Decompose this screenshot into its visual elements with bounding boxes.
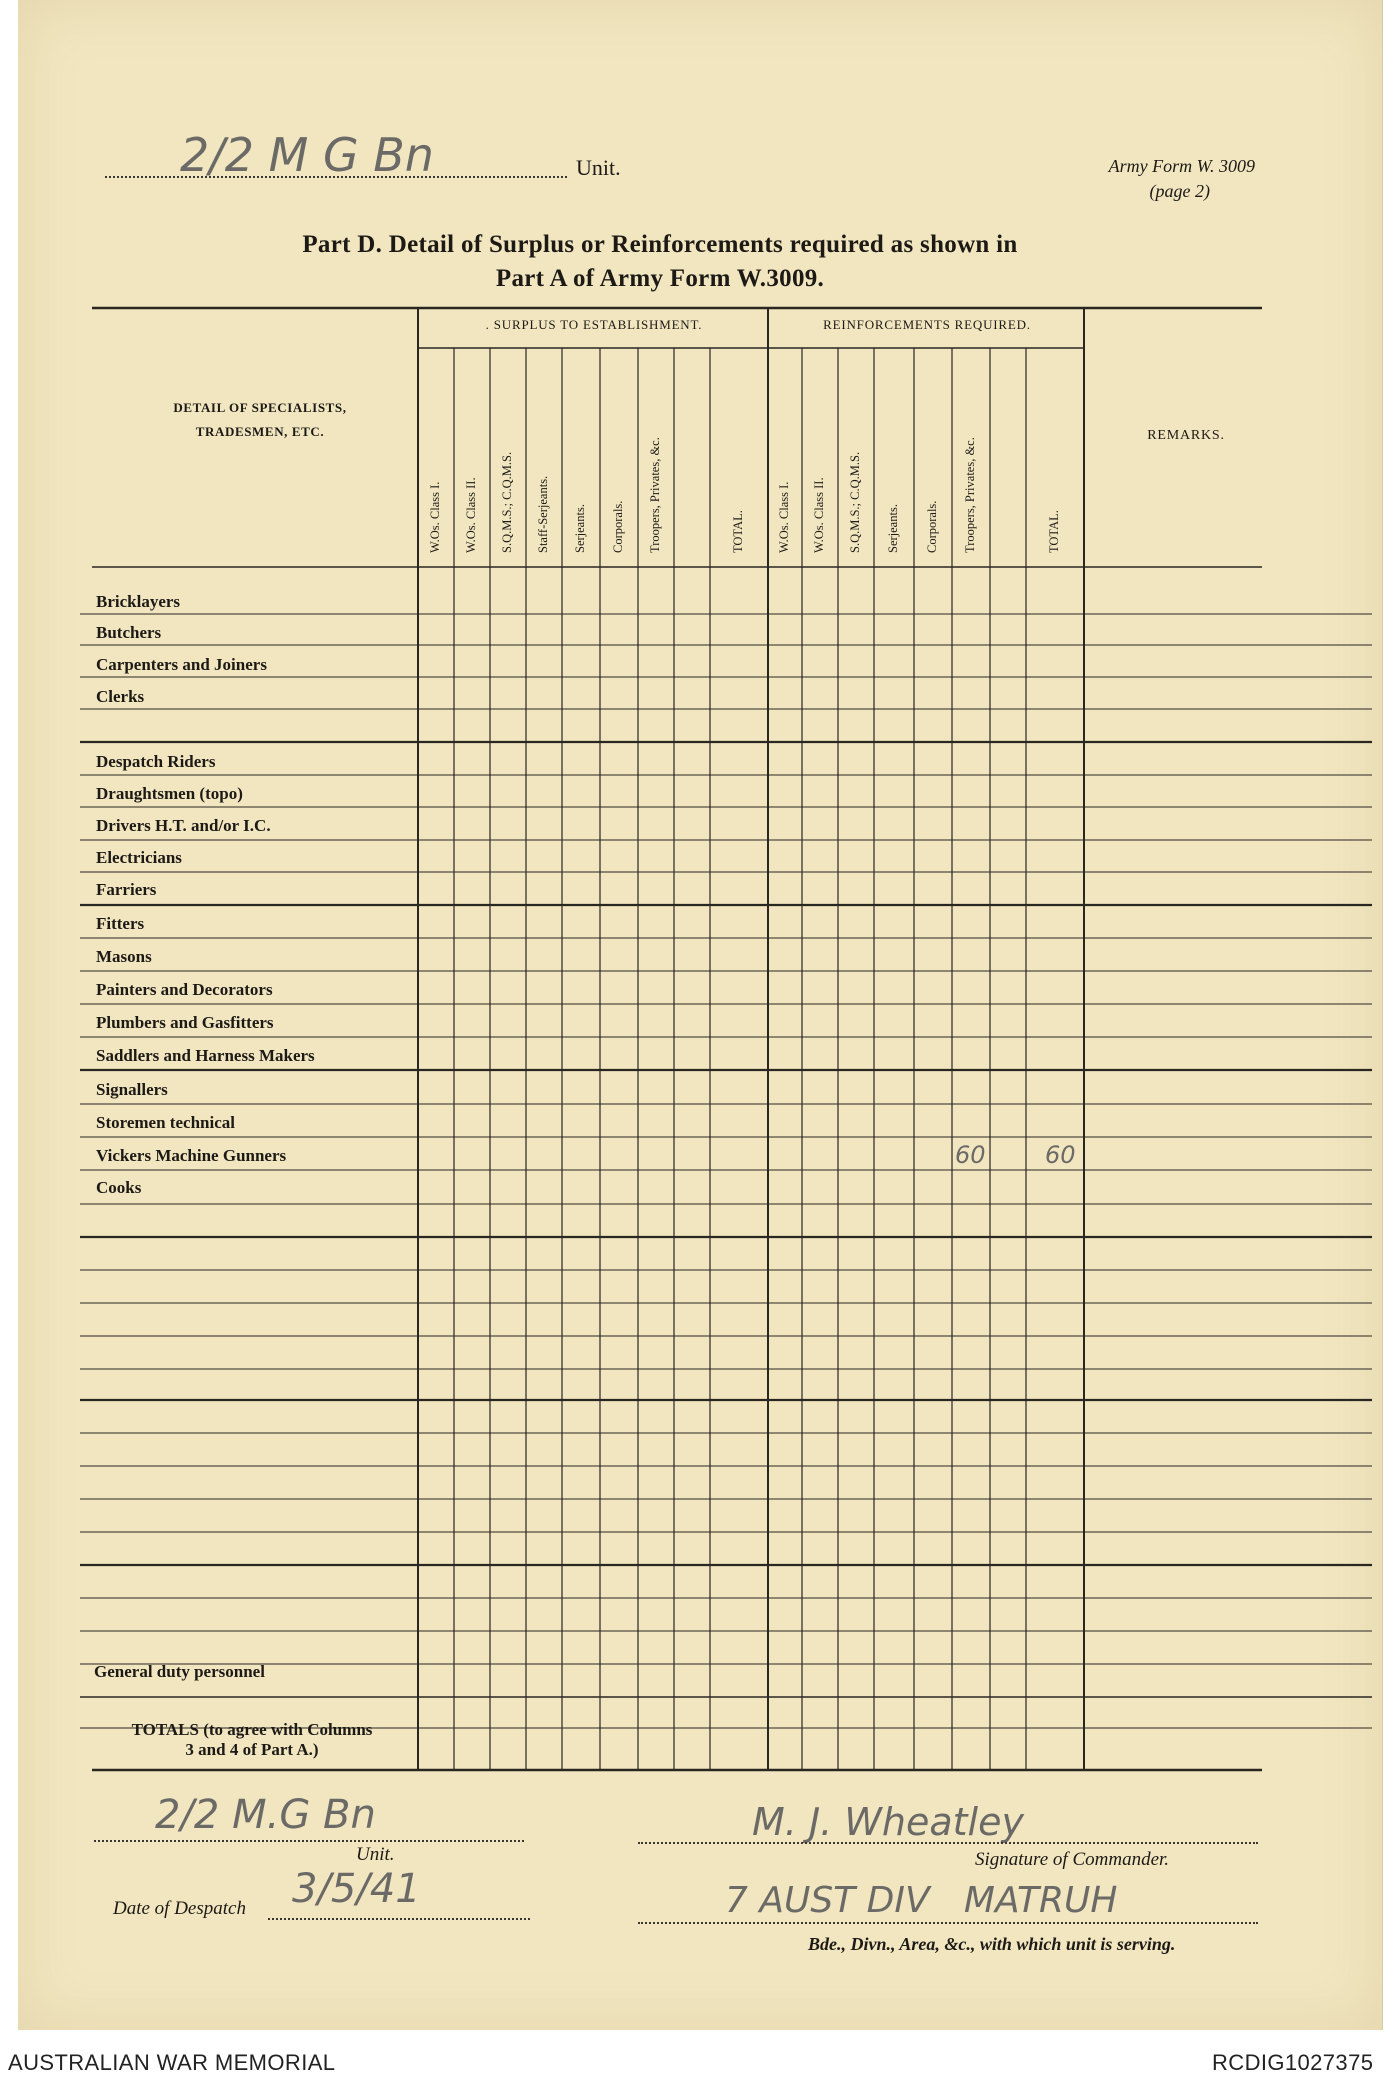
row-label: Painters and Decorators <box>96 980 273 999</box>
date-handwritten: 3/5/41 <box>292 1866 421 1912</box>
surplus-col-label: S.Q.M.S.; C.Q.M.S. <box>500 451 514 553</box>
detail-header-line2: TRADESMEN, ETC. <box>195 424 325 439</box>
footer-unit-label: Unit. <box>356 1844 395 1865</box>
reinforcement-col-label: W.Os. Class I. <box>777 481 791 553</box>
footer-unit-handwritten: 2/2 M.G Bn <box>155 1792 376 1838</box>
row-label: Fitters <box>96 914 145 933</box>
surplus-col-label: TOTAL. <box>731 510 745 553</box>
row-label: Draughtsmen (topo) <box>96 784 243 803</box>
row-label: Electricians <box>96 848 182 867</box>
totals-label-line2: 3 and 4 of Part A.) <box>185 1740 319 1759</box>
reinforcement-col-label: TOTAL. <box>1047 510 1061 553</box>
surplus-col-label: W.Os. Class II. <box>464 477 478 553</box>
reinforcement-col-label: W.Os. Class II. <box>812 477 826 553</box>
general-duty-label: General duty personnel <box>94 1662 265 1681</box>
surplus-col-label: Corporals. <box>611 500 625 553</box>
row-label: Butchers <box>96 623 162 642</box>
archive-id-text: RCDIG1027375 <box>1212 2050 1374 2075</box>
form-name: Army Form W. 3009 <box>1108 156 1255 176</box>
row-label: Plumbers and Gasfitters <box>96 1013 274 1032</box>
formation-label: Bde., Divn., Area, &c., with which unit is serving. <box>808 1934 1176 1954</box>
unit-handwritten: 2/2 M G Bn <box>180 128 434 182</box>
row-label: Signallers <box>96 1080 168 1099</box>
row-label: Drivers H.T. and/or I.C. <box>96 816 271 835</box>
row-label: Farriers <box>96 880 157 899</box>
row-label: Carpenters and Joiners <box>96 655 267 674</box>
reinforcement-col-label: Serjeants. <box>886 504 900 553</box>
surplus-header: . SURPLUS TO ESTABLISHMENT. <box>485 317 703 332</box>
form-title-line2: Part A of Army Form W.3009. <box>495 265 825 292</box>
vmg-troopers-value: 60 <box>955 1141 986 1169</box>
reinforcements-header: REINFORCEMENTS REQUIRED. <box>823 317 1031 332</box>
reinforcement-col-label: Corporals. <box>925 500 939 553</box>
formation-line <box>638 1922 1258 1924</box>
row-label: Masons <box>96 947 152 966</box>
reinforcement-col-label: Troopers, Privates, &c. <box>963 437 977 553</box>
surplus-col-label: Staff-Serjeants. <box>536 475 550 553</box>
remarks-header: REMARKS. <box>1147 428 1225 443</box>
surplus-col-label: Troopers, Privates, &c. <box>648 437 662 553</box>
row-label: Bricklayers <box>96 592 181 611</box>
archive-left-text: AUSTRALIAN WAR MEMORIAL <box>8 2050 336 2075</box>
signature-label: Signature of Commander. <box>975 1849 1170 1870</box>
signature-line <box>638 1842 1258 1844</box>
reinforcement-col-label: S.Q.M.S.; C.Q.M.S. <box>848 451 862 553</box>
unit-label: Unit. <box>576 155 621 180</box>
totals-label <box>92 1720 412 1760</box>
row-label: Despatch Riders <box>96 752 216 771</box>
vmg-total-value: 60 <box>1045 1141 1076 1169</box>
form-title-line1: Part D. Detail of Surplus or Reinforcements required as shown in <box>302 231 1018 258</box>
signature-handwritten: M. J. Wheatley <box>752 1800 1024 1844</box>
totals-label-line1: TOTALS (to agree with Columns <box>131 1720 373 1739</box>
footer-unit-line <box>94 1840 524 1842</box>
formation-handwritten: 7 AUST DIV MATRUH <box>725 1880 1118 1921</box>
surplus-col-label: W.Os. Class I. <box>428 481 442 553</box>
surplus-col-label: Serjeants. <box>573 504 587 553</box>
row-label: Cooks <box>96 1178 142 1197</box>
row-label: Storemen technical <box>96 1113 235 1132</box>
form-page: (page 2) <box>1149 181 1210 201</box>
row-label: Clerks <box>96 687 145 706</box>
detail-header <box>120 396 400 444</box>
row-label: Vickers Machine Gunners <box>96 1146 287 1165</box>
detail-header-line1: DETAIL OF SPECIALISTS, <box>173 400 347 415</box>
date-line <box>268 1918 530 1920</box>
row-label: Saddlers and Harness Makers <box>96 1046 315 1065</box>
date-label: Date of Despatch <box>113 1898 246 1919</box>
